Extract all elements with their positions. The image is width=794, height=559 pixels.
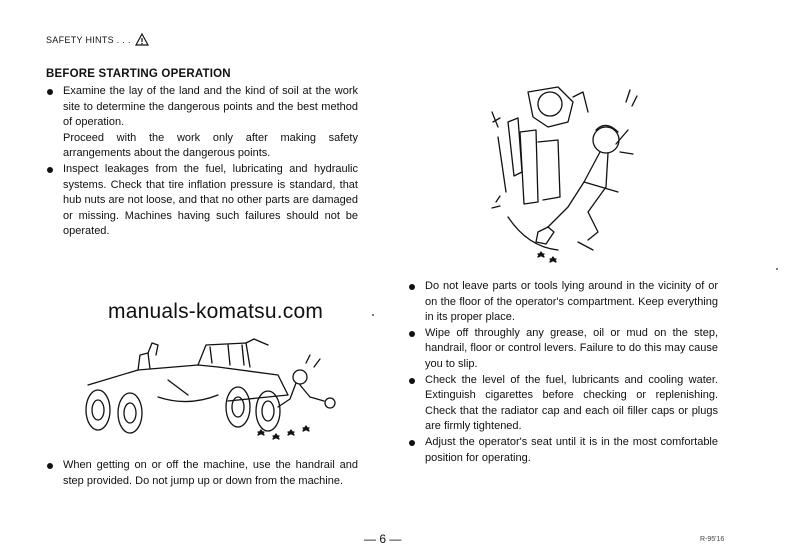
list-item — [46, 84, 358, 162]
running-header — [46, 33, 149, 46]
list-item — [46, 162, 358, 240]
scan-speck — [372, 314, 374, 316]
warning-triangle-icon — [135, 33, 149, 46]
scan-speck — [776, 268, 778, 270]
right-bullet-list — [408, 279, 718, 466]
bullet-text: Adjust the operator's seat until it is in the most comfortable position for operating. — [425, 435, 718, 464]
bullet-text: Inspect leakages from the fuel, lubricating and hydraulic systems. Check that tire inflation pressure is standard, that hub nuts are not loose, and that no other parts are damaged or missing. Machines having such failures should not be operated. — [63, 162, 358, 238]
watermark-text: manuals-komatsu.com — [108, 300, 324, 323]
bullet-text: When getting on or off the machine, use the handrail and step provided. Do not jump up or down from the machine. — [63, 459, 358, 487]
bullet-text: Do not leave parts or tools lying around in the vicinity of or on the floor of the operator's compartment. Keep everything in its proper place. — [425, 280, 718, 324]
list-item — [408, 326, 718, 373]
document-code: R-95'16 — [700, 536, 725, 543]
page-number: — 6 — — [364, 532, 402, 546]
list-item — [408, 279, 718, 326]
falling-operator-illustration — [488, 82, 638, 272]
bullet-text: Examine the lay of the land and the kind of soil at the work site to determine the dangerous points and the best method of operation. — [63, 85, 358, 129]
bullet-text-continued: Proceed with the work only after making safety arrangements about the dangerous points. — [63, 131, 358, 160]
bullet-text: Wipe off throughly any grease, oil or mud on the step, handrail, floor or control levers. Failure to do this may cause you to slip. — [425, 326, 718, 370]
list-item — [408, 435, 718, 466]
list-item — [408, 373, 718, 435]
header-text: SAFETY HINTS . . . — [46, 34, 131, 45]
motor-grader-illustration — [78, 335, 340, 450]
left-bullet-list — [46, 84, 358, 240]
bullet-text: Check the level of the fuel, lubricants and cooling water. Extinguish cigarettes before checking or replenishing. Check that the radiator cap and each oil filler caps or plugs are firmly tightened. — [425, 373, 718, 433]
bottom-left-bullet-list — [46, 458, 358, 489]
list-item — [46, 458, 358, 489]
section-title: BEFORE STARTING OPERATION — [46, 68, 231, 80]
